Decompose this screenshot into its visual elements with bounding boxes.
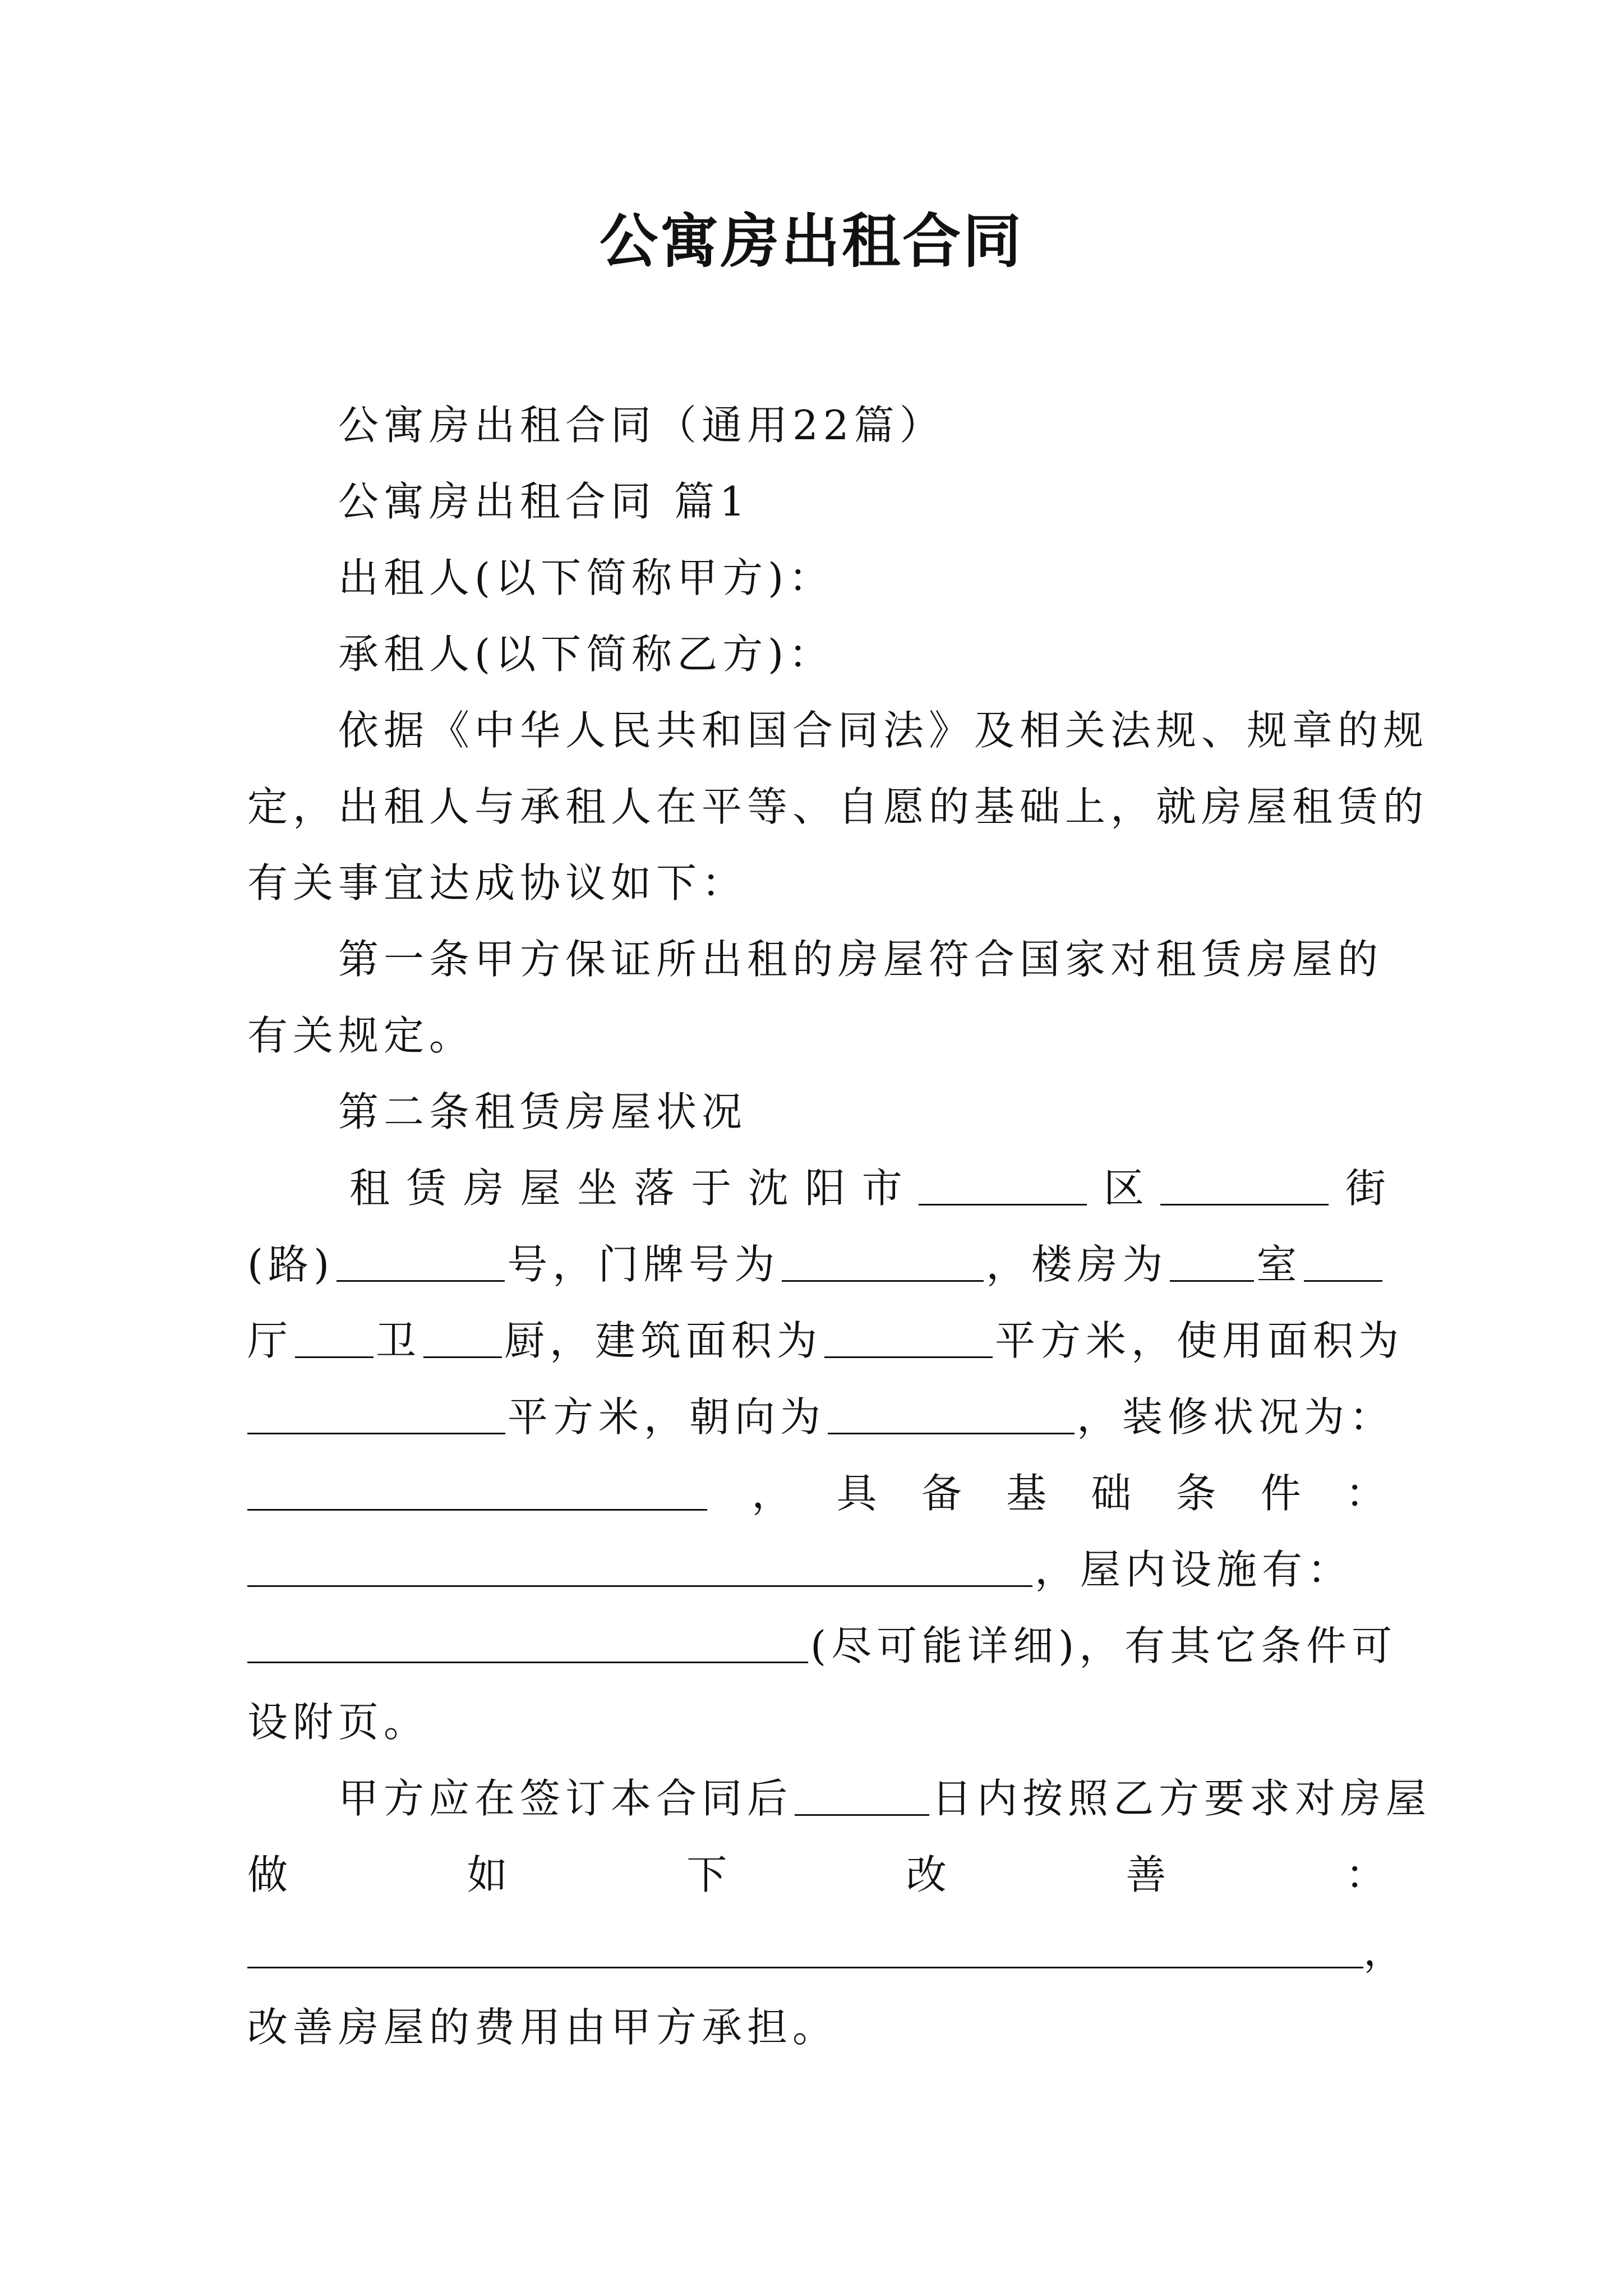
blank-kitchens — [423, 1303, 502, 1358]
document-title: 公寓房出租合同 — [599, 206, 1023, 275]
article2-line-6 — [247, 1531, 1386, 1608]
text: 平方米，使用面积为 — [995, 1317, 1404, 1364]
intro-line: 有关事宜达成协议如下： — [247, 859, 748, 907]
article2-line-4 — [247, 1379, 1395, 1455]
article2-line-1 — [247, 1150, 1386, 1226]
char: 具 — [836, 1470, 877, 1517]
text: 厅 — [247, 1317, 293, 1364]
char: 坐 — [577, 1165, 618, 1212]
char: 房 — [463, 1165, 504, 1212]
blank-door-number — [782, 1226, 984, 1282]
improve-line-2 — [247, 1837, 1386, 1913]
blank-street — [1160, 1150, 1329, 1205]
blank-district — [919, 1150, 1087, 1205]
char: 条 — [1175, 1470, 1216, 1517]
section-heading: 公寓房出租合同 篇1 — [338, 478, 750, 525]
char: 础 — [1091, 1470, 1132, 1517]
blank-halls — [1304, 1226, 1382, 1282]
text: 卫 — [376, 1317, 422, 1364]
char: 区 — [1103, 1165, 1144, 1212]
char: 于 — [691, 1165, 732, 1212]
blank-building-area — [824, 1303, 993, 1358]
char: 阳 — [805, 1165, 846, 1212]
char: 下 — [686, 1851, 727, 1898]
article2-line-3 — [247, 1303, 1404, 1379]
text: (路) — [247, 1241, 335, 1288]
char: 备 — [921, 1470, 962, 1517]
article2-line-7 — [247, 1608, 1398, 1684]
article2-line-5 — [247, 1455, 1386, 1531]
text: ，装修状况为： — [1077, 1393, 1395, 1441]
char: 屋 — [520, 1165, 561, 1212]
blank-decoration — [247, 1455, 707, 1511]
blank-basic-conditions — [247, 1531, 1032, 1587]
text: 平方米，朝向为 — [508, 1393, 826, 1441]
lessor-line: 出租人(以下简称甲方)： — [338, 554, 834, 601]
blank-bathrooms — [295, 1303, 374, 1358]
char: 赁 — [406, 1165, 447, 1212]
article2-line-8: 设附页。 — [247, 1699, 430, 1746]
char: ： — [1345, 1851, 1386, 1898]
article2-title: 第二条租赁房屋状况 — [338, 1088, 748, 1135]
intro-line: 定，出租人与承租人在平等、自愿的基础上，就房屋租赁的 — [247, 783, 1429, 830]
char: 市 — [861, 1165, 902, 1212]
text: ，屋内设施有： — [1035, 1546, 1353, 1593]
document-subtitle: 公寓房出租合同（通用22篇） — [338, 402, 945, 449]
blank-orientation — [828, 1379, 1075, 1434]
char: 基 — [1006, 1470, 1046, 1517]
blank-facilities — [247, 1608, 808, 1663]
char: ： — [1345, 1470, 1386, 1517]
article2-line-2 — [247, 1226, 1386, 1303]
article1-line: 第一条甲方保证所出租的房屋符合国家对租赁房屋的 — [338, 936, 1384, 983]
improve-line-4: 改善房屋的费用由甲方承担。 — [247, 2004, 838, 2051]
text: (尽可能详细)，有其它条件可 — [810, 1622, 1398, 1669]
char: 件 — [1260, 1470, 1301, 1517]
text: ，楼房为 — [986, 1241, 1168, 1288]
char: 改 — [906, 1851, 947, 1898]
blank-days — [795, 1760, 929, 1816]
intro-line: 依据《中华人民共和国合同法》及相关法规、规章的规 — [338, 707, 1429, 754]
char: 如 — [467, 1851, 508, 1898]
char: 善 — [1126, 1851, 1166, 1898]
blank-rooms — [1170, 1226, 1254, 1282]
article1-line: 有关规定。 — [247, 1012, 475, 1059]
blank-improvements — [247, 1913, 1363, 1968]
char: 做 — [247, 1851, 288, 1898]
blank-number — [336, 1226, 505, 1282]
char: 落 — [634, 1165, 675, 1212]
improve-line-1 — [247, 1760, 1432, 1837]
lessee-line: 承租人(以下简称乙方)： — [338, 631, 834, 678]
text: 日内按照乙方要求对房屋 — [932, 1775, 1432, 1822]
text: 甲方应在签订本合同后 — [338, 1775, 793, 1822]
improve-line-3 — [247, 1913, 1409, 1989]
char: 沈 — [748, 1165, 789, 1212]
char: ， — [751, 1470, 792, 1517]
blank-usable-area — [247, 1379, 505, 1434]
char: 街 — [1345, 1165, 1386, 1212]
text: 厨，建筑面积为 — [504, 1317, 823, 1364]
text: 室 — [1256, 1241, 1302, 1288]
text: 号，门牌号为 — [507, 1241, 780, 1288]
text: ， — [1363, 1927, 1409, 1975]
char: 租 — [349, 1165, 390, 1212]
